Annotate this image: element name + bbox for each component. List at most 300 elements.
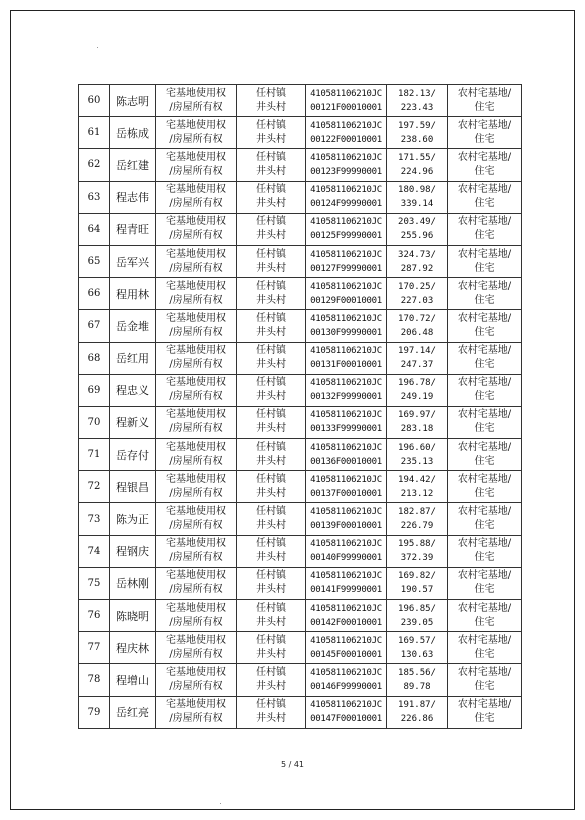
right-type-text: /房屋所有权 — [169, 713, 223, 725]
area-text: 287.92 — [400, 263, 434, 274]
land-use-text: 住宅 — [474, 552, 495, 564]
row-number-cell — [79, 374, 110, 406]
land-use-cell — [448, 664, 522, 696]
right-type-text: 宅基地使用权 — [166, 506, 226, 518]
owner-name-text: 岳金堆 — [116, 319, 149, 333]
right-type-text: /房屋所有权 — [169, 520, 223, 532]
land-use-text: 农村宅基地/ — [457, 634, 512, 646]
location-text: 井头村 — [256, 133, 286, 145]
parcel-code-text: 00127F99990001 — [310, 263, 382, 274]
right-type-text: /房屋所有权 — [169, 230, 223, 242]
area-text: 196.78/ — [398, 378, 436, 389]
location-cell — [237, 310, 306, 342]
row-number-text: 64 — [87, 223, 101, 235]
land-use-text: 农村宅基地/ — [457, 506, 512, 518]
area-text: 238.60 — [400, 134, 434, 145]
right-type-text: /房屋所有权 — [169, 584, 223, 596]
parcel-code-text: 410581106210JC — [310, 603, 382, 614]
land-use-text: 农村宅基地/ — [457, 312, 512, 324]
table-row — [79, 503, 522, 535]
right-type-text: /房屋所有权 — [169, 552, 223, 564]
row-number-text: 77 — [87, 642, 101, 654]
parcel-code-cell — [306, 535, 387, 567]
land-use-text: 住宅 — [474, 680, 495, 692]
right-type-cell — [156, 535, 237, 567]
right-type-text: 宅基地使用权 — [166, 570, 226, 582]
area-text: 196.85/ — [398, 603, 436, 614]
parcel-code-text: 410581106210JC — [310, 152, 382, 163]
location-text: 任村镇 — [256, 87, 286, 99]
owner-name-text: 岳红建 — [116, 158, 149, 172]
location-text: 井头村 — [256, 165, 286, 177]
row-number-cell — [79, 664, 110, 696]
location-cell — [237, 406, 306, 438]
location-text: 任村镇 — [256, 280, 286, 292]
land-use-cell — [448, 342, 522, 374]
location-text: 任村镇 — [256, 409, 286, 421]
area-text: 206.48 — [400, 327, 434, 338]
row-number-text: 79 — [87, 706, 101, 718]
location-cell — [237, 278, 306, 310]
owner-name-cell — [110, 632, 156, 664]
area-text: 171.55/ — [398, 152, 436, 163]
row-number-text: 65 — [87, 256, 101, 268]
area-text: 224.96 — [400, 166, 434, 177]
parcel-code-text: 00133F99990001 — [310, 424, 382, 435]
area-text: 182.87/ — [398, 507, 436, 518]
location-cell — [237, 213, 306, 245]
parcel-code-text: 410581106210JC — [310, 442, 382, 453]
parcel-code-text: 00141F99990001 — [310, 585, 382, 596]
land-use-text: 农村宅基地/ — [457, 538, 512, 550]
parcel-code-cell — [306, 439, 387, 471]
location-text: 井头村 — [256, 198, 286, 210]
right-type-cell — [156, 245, 237, 277]
area-cell — [387, 439, 448, 471]
area-text: 191.87/ — [398, 700, 436, 711]
land-use-cell — [448, 181, 522, 213]
land-use-text: 住宅 — [474, 520, 495, 532]
location-cell — [237, 181, 306, 213]
row-number-text: 71 — [87, 449, 101, 461]
location-text: 任村镇 — [256, 184, 286, 196]
row-number-cell — [79, 503, 110, 535]
right-type-text: /房屋所有权 — [169, 294, 223, 306]
row-number-text: 62 — [87, 159, 101, 171]
row-number-text: 60 — [87, 95, 101, 107]
right-type-text: /房屋所有权 — [169, 359, 223, 371]
right-type-text: 宅基地使用权 — [166, 184, 226, 196]
area-cell — [387, 567, 448, 599]
right-type-cell — [156, 374, 237, 406]
owner-name-cell — [110, 471, 156, 503]
location-cell — [237, 503, 306, 535]
parcel-code-text: 410581106210JC — [310, 185, 382, 196]
location-text: 任村镇 — [256, 377, 286, 389]
location-text: 井头村 — [256, 680, 286, 692]
land-use-text: 住宅 — [474, 455, 495, 467]
parcel-code-text: 00137F00010001 — [310, 488, 382, 499]
land-use-cell — [448, 503, 522, 535]
owner-name-cell — [110, 600, 156, 632]
land-use-text: 住宅 — [474, 359, 495, 371]
parcel-code-cell — [306, 664, 387, 696]
owner-name-text: 程增山 — [116, 673, 149, 687]
land-use-text: 住宅 — [474, 487, 495, 499]
row-number-text: 66 — [87, 288, 101, 300]
right-type-cell — [156, 406, 237, 438]
area-cell — [387, 696, 448, 728]
right-type-text: /房屋所有权 — [169, 262, 223, 274]
owner-name-cell — [110, 310, 156, 342]
parcel-code-text: 410581106210JC — [310, 635, 382, 646]
location-cell — [237, 374, 306, 406]
right-type-text: /房屋所有权 — [169, 616, 223, 628]
table-row — [79, 406, 522, 438]
land-use-cell — [448, 600, 522, 632]
area-text: 203.49/ — [398, 217, 436, 228]
land-use-cell — [448, 117, 522, 149]
owner-name-cell — [110, 85, 156, 117]
right-type-text: 宅基地使用权 — [166, 409, 226, 421]
owner-name-cell — [110, 696, 156, 728]
right-type-text: 宅基地使用权 — [166, 666, 226, 678]
right-type-text: /房屋所有权 — [169, 198, 223, 210]
parcel-code-text: 410581106210JC — [310, 249, 382, 260]
parcel-code-cell — [306, 406, 387, 438]
area-cell — [387, 632, 448, 664]
owner-name-cell — [110, 149, 156, 181]
area-text: 197.14/ — [398, 346, 436, 357]
parcel-code-text: 00132F99990001 — [310, 392, 382, 403]
area-text: 170.72/ — [398, 313, 436, 324]
location-text: 井头村 — [256, 230, 286, 242]
area-text: 372.39 — [400, 553, 434, 564]
owner-name-cell — [110, 406, 156, 438]
land-use-text: 住宅 — [474, 294, 495, 306]
table-row — [79, 567, 522, 599]
land-use-cell — [448, 567, 522, 599]
land-use-cell — [448, 278, 522, 310]
location-cell — [237, 696, 306, 728]
right-type-cell — [156, 213, 237, 245]
land-use-cell — [448, 374, 522, 406]
parcel-code-text: 410581106210JC — [310, 346, 382, 357]
area-cell — [387, 149, 448, 181]
owner-name-text: 岳红用 — [116, 352, 149, 366]
scan-speck — [97, 47, 98, 48]
row-number-cell — [79, 567, 110, 599]
area-text: 196.60/ — [398, 442, 436, 453]
land-use-text: 农村宅基地/ — [457, 441, 512, 453]
area-cell — [387, 471, 448, 503]
table-row — [79, 696, 522, 728]
right-type-text: /房屋所有权 — [169, 487, 223, 499]
location-cell — [237, 245, 306, 277]
right-type-text: /房屋所有权 — [169, 455, 223, 467]
location-text: 任村镇 — [256, 345, 286, 357]
right-type-text: 宅基地使用权 — [166, 473, 226, 485]
area-text: 169.82/ — [398, 571, 436, 582]
right-type-cell — [156, 632, 237, 664]
location-cell — [237, 149, 306, 181]
area-cell — [387, 374, 448, 406]
location-text: 任村镇 — [256, 119, 286, 131]
location-text: 井头村 — [256, 584, 286, 596]
owner-name-text: 陈志明 — [116, 94, 149, 108]
land-use-text: 住宅 — [474, 326, 495, 338]
owner-name-cell — [110, 374, 156, 406]
parcel-code-cell — [306, 696, 387, 728]
right-type-text: /房屋所有权 — [169, 326, 223, 338]
location-cell — [237, 664, 306, 696]
owner-name-cell — [110, 181, 156, 213]
parcel-code-text: 410581106210JC — [310, 571, 382, 582]
parcel-code-cell — [306, 85, 387, 117]
parcel-code-text: 410581106210JC — [310, 507, 382, 518]
right-type-text: /房屋所有权 — [169, 680, 223, 692]
parcel-code-cell — [306, 374, 387, 406]
parcel-code-text: 00140F99990001 — [310, 553, 382, 564]
table-row — [79, 181, 522, 213]
right-type-text: /房屋所有权 — [169, 648, 223, 660]
right-type-text: /房屋所有权 — [169, 165, 223, 177]
land-use-cell — [448, 245, 522, 277]
table-row — [79, 213, 522, 245]
land-use-cell — [448, 471, 522, 503]
area-text: 89.78 — [403, 681, 431, 692]
land-use-text: 农村宅基地/ — [457, 119, 512, 131]
land-use-text: 农村宅基地/ — [457, 280, 512, 292]
parcel-code-cell — [306, 342, 387, 374]
parcel-code-cell — [306, 503, 387, 535]
parcel-code-text: 00123F99990001 — [310, 166, 382, 177]
row-number-cell — [79, 213, 110, 245]
row-number-cell — [79, 696, 110, 728]
parcel-code-text: 00147F00010001 — [310, 714, 382, 725]
parcel-code-text: 00136F00010001 — [310, 456, 382, 467]
parcel-code-text: 410581106210JC — [310, 474, 382, 485]
parcel-code-text: 410581106210JC — [310, 539, 382, 550]
location-text: 任村镇 — [256, 602, 286, 614]
area-cell — [387, 535, 448, 567]
table-row — [79, 535, 522, 567]
owner-name-text: 岳存付 — [116, 448, 149, 462]
right-type-text: 宅基地使用权 — [166, 248, 226, 260]
area-cell — [387, 278, 448, 310]
owner-name-text: 陈晓明 — [116, 609, 149, 623]
location-cell — [237, 117, 306, 149]
parcel-code-cell — [306, 471, 387, 503]
table-row — [79, 245, 522, 277]
owner-name-text: 岳林刚 — [116, 577, 149, 591]
right-type-cell — [156, 471, 237, 503]
area-cell — [387, 213, 448, 245]
row-number-text: 61 — [87, 127, 101, 139]
parcel-code-cell — [306, 149, 387, 181]
area-text: 255.96 — [400, 231, 434, 242]
location-cell — [237, 439, 306, 471]
location-text: 井头村 — [256, 359, 286, 371]
owner-name-text: 程庆林 — [116, 641, 149, 655]
location-cell — [237, 600, 306, 632]
right-type-cell — [156, 278, 237, 310]
parcel-code-text: 00124F99990001 — [310, 199, 382, 210]
location-text: 任村镇 — [256, 506, 286, 518]
area-text: 197.59/ — [398, 120, 436, 131]
land-use-cell — [448, 149, 522, 181]
location-text: 井头村 — [256, 713, 286, 725]
owner-name-cell — [110, 245, 156, 277]
land-use-text: 农村宅基地/ — [457, 377, 512, 389]
owner-name-cell — [110, 213, 156, 245]
parcel-code-cell — [306, 278, 387, 310]
row-number-text: 76 — [87, 610, 101, 622]
table-row — [79, 439, 522, 471]
row-number-cell — [79, 632, 110, 664]
row-number-text: 63 — [87, 191, 101, 203]
table-row — [79, 471, 522, 503]
right-type-cell — [156, 567, 237, 599]
land-use-text: 农村宅基地/ — [457, 699, 512, 711]
land-use-text: 农村宅基地/ — [457, 151, 512, 163]
location-text: 任村镇 — [256, 473, 286, 485]
land-use-text: 住宅 — [474, 423, 495, 435]
land-use-cell — [448, 85, 522, 117]
row-number-cell — [79, 310, 110, 342]
land-use-text: 住宅 — [474, 133, 495, 145]
parcel-code-cell — [306, 117, 387, 149]
right-type-cell — [156, 149, 237, 181]
row-number-cell — [79, 245, 110, 277]
right-type-text: /房屋所有权 — [169, 133, 223, 145]
area-text: 169.97/ — [398, 410, 436, 421]
right-type-cell — [156, 503, 237, 535]
table-row — [79, 278, 522, 310]
location-text: 任村镇 — [256, 216, 286, 228]
right-type-text: 宅基地使用权 — [166, 538, 226, 550]
parcel-code-text: 410581106210JC — [310, 281, 382, 292]
land-use-text: 住宅 — [474, 616, 495, 628]
owner-name-cell — [110, 503, 156, 535]
location-text: 任村镇 — [256, 666, 286, 678]
land-use-text: 住宅 — [474, 198, 495, 210]
location-cell — [237, 342, 306, 374]
right-type-text: 宅基地使用权 — [166, 699, 226, 711]
parcel-code-text: 00145F00010001 — [310, 649, 382, 660]
right-type-text: 宅基地使用权 — [166, 602, 226, 614]
owner-name-text: 程青旺 — [116, 223, 149, 237]
owner-name-cell — [110, 342, 156, 374]
parcel-code-cell — [306, 632, 387, 664]
row-number-cell — [79, 600, 110, 632]
location-text: 井头村 — [256, 616, 286, 628]
area-text: 283.18 — [400, 424, 434, 435]
right-type-text: /房屋所有权 — [169, 423, 223, 435]
area-text: 324.73/ — [398, 249, 436, 260]
area-text: 226.79 — [400, 521, 434, 532]
table-row — [79, 374, 522, 406]
table-row — [79, 310, 522, 342]
row-number-text: 72 — [87, 481, 101, 493]
table-row — [79, 149, 522, 181]
parcel-code-text: 00142F00010001 — [310, 617, 382, 628]
table-row — [79, 664, 522, 696]
location-text: 井头村 — [256, 487, 286, 499]
area-cell — [387, 117, 448, 149]
area-cell — [387, 245, 448, 277]
land-use-cell — [448, 632, 522, 664]
row-number-cell — [79, 406, 110, 438]
owner-name-text: 程钢庆 — [116, 545, 149, 559]
area-cell — [387, 664, 448, 696]
location-text: 任村镇 — [256, 248, 286, 260]
right-type-cell — [156, 117, 237, 149]
row-number-text: 75 — [87, 577, 101, 589]
parcel-code-cell — [306, 245, 387, 277]
location-text: 任村镇 — [256, 151, 286, 163]
table-row — [79, 600, 522, 632]
area-text: 185.56/ — [398, 667, 436, 678]
parcel-code-cell — [306, 213, 387, 245]
parcel-code-text: 00139F00010001 — [310, 521, 382, 532]
parcel-code-text: 410581106210JC — [310, 313, 382, 324]
parcel-code-text: 00122F00010001 — [310, 134, 382, 145]
parcel-code-text: 00125F99990001 — [310, 231, 382, 242]
location-text: 任村镇 — [256, 441, 286, 453]
owner-name-text: 陈为正 — [116, 513, 149, 527]
parcel-code-cell — [306, 567, 387, 599]
area-text: 194.42/ — [398, 474, 436, 485]
area-cell — [387, 85, 448, 117]
land-use-text: 住宅 — [474, 262, 495, 274]
area-text: 130.63 — [400, 649, 434, 660]
right-type-cell — [156, 696, 237, 728]
row-number-cell — [79, 117, 110, 149]
location-cell — [237, 535, 306, 567]
land-use-text: 农村宅基地/ — [457, 184, 512, 196]
area-text: 239.05 — [400, 617, 434, 628]
area-text: 213.12 — [400, 488, 434, 499]
land-use-text: 住宅 — [474, 391, 495, 403]
location-text: 井头村 — [256, 455, 286, 467]
location-text: 井头村 — [256, 101, 286, 113]
parcel-code-text: 410581106210JC — [310, 217, 382, 228]
right-type-cell — [156, 439, 237, 471]
parcel-code-text: 00121F00010001 — [310, 102, 382, 113]
parcel-code-text: 00130F99990001 — [310, 327, 382, 338]
location-text: 井头村 — [256, 326, 286, 338]
right-type-text: 宅基地使用权 — [166, 151, 226, 163]
land-use-text: 农村宅基地/ — [457, 570, 512, 582]
table-row — [79, 632, 522, 664]
location-cell — [237, 632, 306, 664]
owner-name-text: 程新义 — [116, 416, 149, 430]
owner-name-text: 程用林 — [116, 287, 149, 301]
location-text: 井头村 — [256, 294, 286, 306]
location-cell — [237, 471, 306, 503]
owner-name-text: 程志伟 — [116, 191, 149, 205]
land-use-cell — [448, 439, 522, 471]
row-number-cell — [79, 471, 110, 503]
parcel-code-cell — [306, 181, 387, 213]
location-text: 任村镇 — [256, 570, 286, 582]
land-use-text: 农村宅基地/ — [457, 473, 512, 485]
table-row — [79, 117, 522, 149]
area-cell — [387, 310, 448, 342]
area-text: 227.03 — [400, 295, 434, 306]
parcel-code-text: 410581106210JC — [310, 120, 382, 131]
